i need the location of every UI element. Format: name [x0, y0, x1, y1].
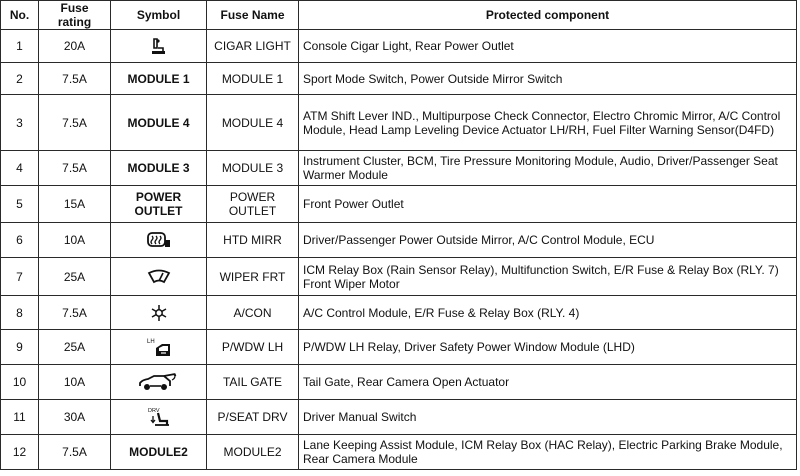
row-fuse-name: P/SEAT DRV — [207, 400, 299, 435]
table-row — [1, 435, 797, 470]
power-window-lh-icon — [146, 337, 172, 357]
symbol-text: POWER OUTLET — [134, 190, 183, 218]
power-seat-driver-icon — [146, 406, 172, 428]
row-no: 7 — [1, 258, 39, 296]
row-fuse-name: TAIL GATE — [207, 365, 299, 400]
row-fuse-name: A/CON — [207, 296, 299, 330]
header-symbol: Symbol — [111, 1, 207, 30]
row-component: Driver/Passenger Power Outside Mirror, A/C Control Module, ECU — [299, 223, 797, 258]
header-protected-component: Protected component — [299, 1, 797, 30]
table-row — [1, 365, 797, 400]
table-row — [1, 258, 797, 296]
row-fuse-name: MODULE 1 — [207, 63, 299, 95]
row-fuse-name: POWER OUTLET — [207, 186, 299, 223]
table-row — [1, 95, 797, 151]
row-component: ICM Relay Box (Rain Sensor Relay), Multifunction Switch, E/R Fuse & Relay Box (RLY. 7) Front Wiper Motor — [299, 258, 797, 296]
header-no: No. — [1, 1, 39, 30]
row-no: 9 — [1, 330, 39, 365]
header-fuse-rating: Fuse rating — [39, 1, 111, 30]
header-fuse-name: Fuse Name — [207, 1, 299, 30]
table-row — [1, 151, 797, 186]
row-rating: 30A — [39, 400, 111, 435]
row-symbol — [111, 400, 207, 435]
symbol-text: MODULE 4 — [127, 115, 190, 130]
row-no: 3 — [1, 95, 39, 151]
row-component: Console Cigar Light, Rear Power Outlet — [299, 30, 797, 63]
symbol-text: MODULE 1 — [127, 71, 190, 86]
table-row — [1, 330, 797, 365]
row-rating: 7.5A — [39, 296, 111, 330]
row-component: Front Power Outlet — [299, 186, 797, 223]
row-symbol — [111, 296, 207, 330]
tail-gate-icon — [138, 372, 180, 392]
symbol-text: MODULE2 — [129, 445, 188, 459]
air-conditioning-icon — [150, 304, 168, 322]
row-no: 1 — [1, 30, 39, 63]
symbol-label: LH — [146, 339, 155, 345]
symbol-text: MODULE 3 — [127, 161, 190, 175]
row-symbol — [111, 330, 207, 365]
table-row — [1, 223, 797, 258]
row-rating: 7.5A — [39, 95, 111, 151]
row-rating: 25A — [39, 330, 111, 365]
row-symbol — [111, 186, 207, 223]
row-rating: 25A — [39, 258, 111, 296]
front-wiper-icon — [147, 269, 171, 285]
row-symbol — [111, 95, 207, 151]
table-row — [1, 186, 797, 223]
symbol-label: DRV — [147, 408, 160, 414]
row-component: P/WDW LH Relay, Driver Safety Power Window Module (LHD) — [299, 330, 797, 365]
row-no: 5 — [1, 186, 39, 223]
row-fuse-name: HTD MIRR — [207, 223, 299, 258]
row-component: Lane Keeping Assist Module, ICM Relay Box (HAC Relay), Electric Parking Brake Module, Rear Camera Module — [299, 435, 797, 470]
row-component: Driver Manual Switch — [299, 400, 797, 435]
row-rating: 7.5A — [39, 63, 111, 95]
row-symbol — [111, 258, 207, 296]
row-symbol — [111, 365, 207, 400]
row-rating: 20A — [39, 30, 111, 63]
table-row — [1, 400, 797, 435]
row-fuse-name: WIPER FRT — [207, 258, 299, 296]
heated-mirror-icon — [146, 231, 172, 249]
row-component: Instrument Cluster, BCM, Tire Pressure Monitoring Module, Audio, Driver/Passenger Seat Warmer Module — [299, 151, 797, 186]
table-row — [1, 30, 797, 63]
row-no: 8 — [1, 296, 39, 330]
row-fuse-name: MODULE 4 — [207, 95, 299, 151]
row-fuse-name: CIGAR LIGHT — [207, 30, 299, 63]
row-symbol — [111, 223, 207, 258]
row-rating: 15A — [39, 186, 111, 223]
row-no: 2 — [1, 63, 39, 95]
row-fuse-name: MODULE2 — [207, 435, 299, 470]
row-no: 11 — [1, 400, 39, 435]
row-rating: 10A — [39, 223, 111, 258]
header-row — [1, 1, 797, 30]
table-row — [1, 63, 797, 95]
row-rating: 7.5A — [39, 151, 111, 186]
row-no: 6 — [1, 223, 39, 258]
row-component: A/C Control Module, E/R Fuse & Relay Box (RLY. 4) — [299, 296, 797, 330]
row-fuse-name: P/WDW LH — [207, 330, 299, 365]
row-no: 4 — [1, 151, 39, 186]
row-rating: 10A — [39, 365, 111, 400]
row-symbol — [111, 151, 207, 186]
row-component: Tail Gate, Rear Camera Open Actuator — [299, 365, 797, 400]
row-symbol — [111, 63, 207, 95]
row-symbol — [111, 30, 207, 63]
row-rating: 7.5A — [39, 435, 111, 470]
row-fuse-name: MODULE 3 — [207, 151, 299, 186]
row-component: ATM Shift Lever IND., Multipurpose Check Connector, Electro Chromic Mirror, A/C Control Module, Head Lamp Leveling Device Actuator LH/RH, Fuel Filter Warning Sensor(D4FD) — [299, 95, 797, 151]
cigar-lighter-icon — [149, 36, 169, 56]
table-row — [1, 296, 797, 330]
row-component: Sport Mode Switch, Power Outside Mirror Switch — [299, 63, 797, 95]
row-symbol — [111, 435, 207, 470]
row-no: 12 — [1, 435, 39, 470]
row-no: 10 — [1, 365, 39, 400]
